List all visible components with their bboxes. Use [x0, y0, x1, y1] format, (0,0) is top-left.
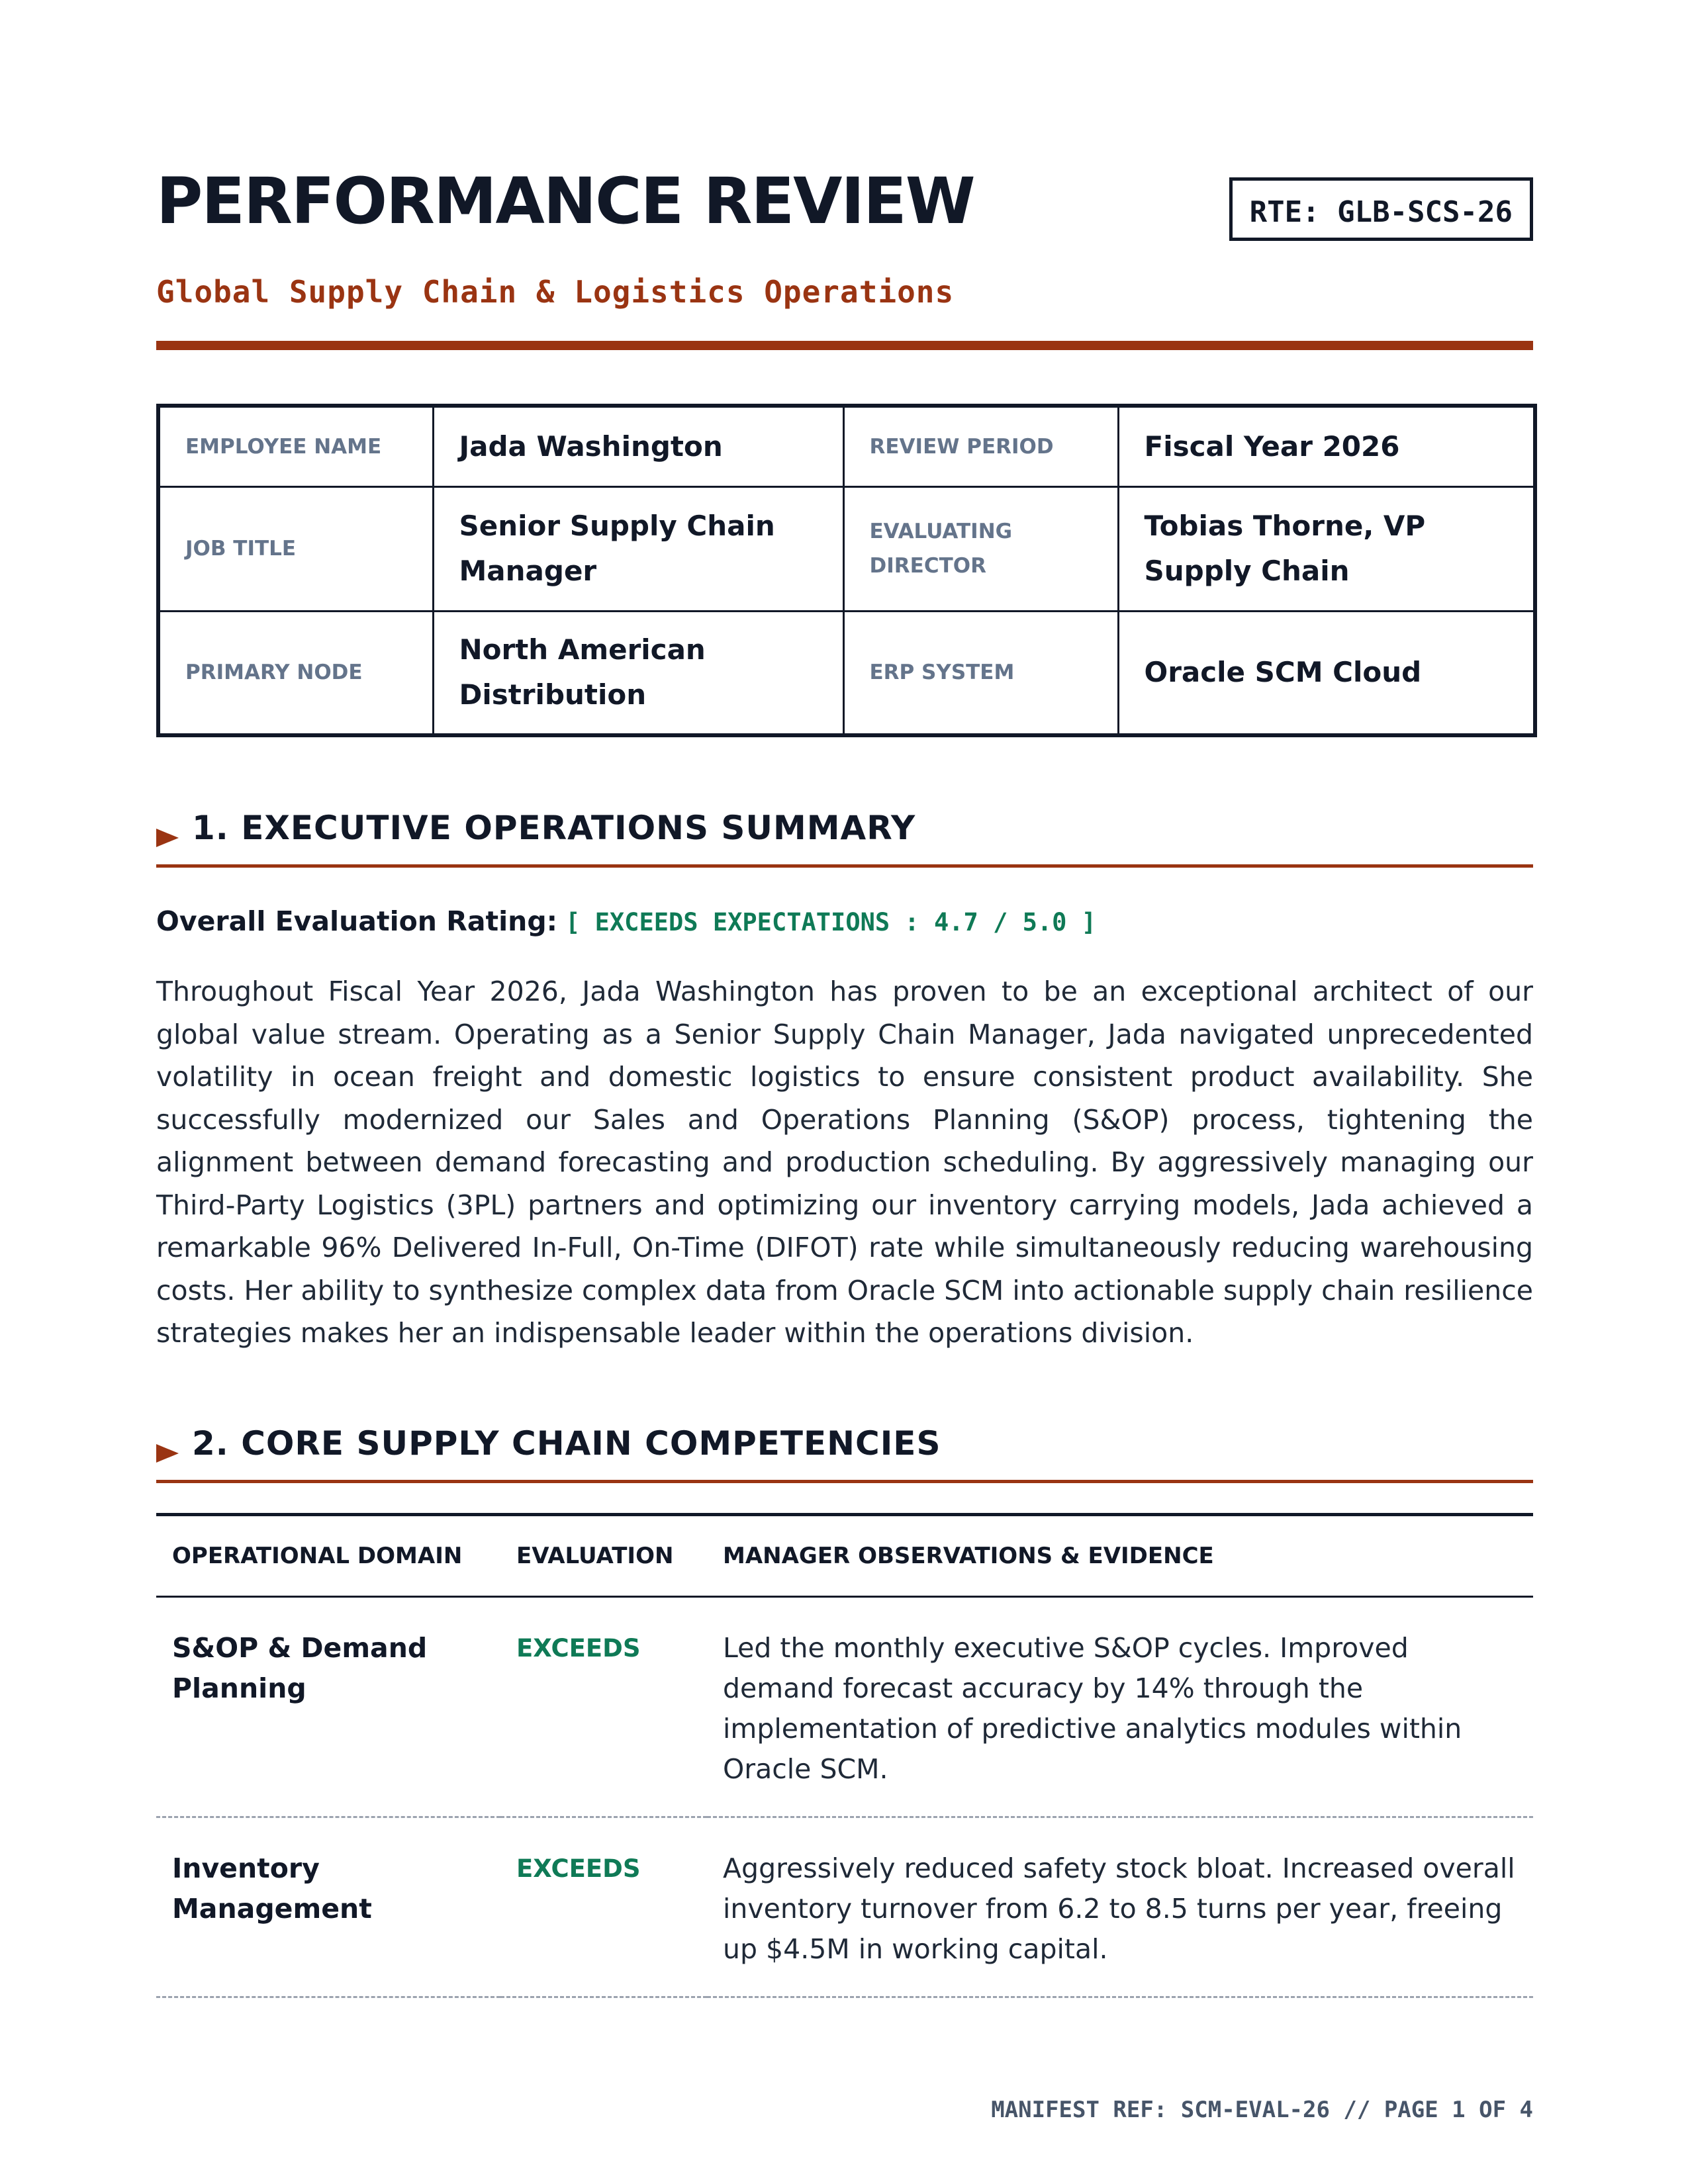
evaluation-cell: EXCEEDS [500, 1817, 707, 1997]
section-2-heading: 2. CORE SUPPLY CHAIN COMPETENCIES [192, 1424, 941, 1463]
domain-cell: Inventory Management [156, 1817, 500, 1997]
evaluation-cell: EXCEEDS [500, 1597, 707, 1817]
evaluating-director-label: EVALUATING DIRECTOR [843, 486, 1118, 611]
competencies-table [156, 1513, 1533, 1998]
header-divider [156, 341, 1533, 350]
erp-system-value: Oracle SCM Cloud [1118, 611, 1535, 735]
observations-cell: Led the monthly executive S&OP cycles. Improved demand forecast accuracy by 14% through the implementation of predictive analytics modules within Oracle SCM. [707, 1597, 1533, 1817]
info-row [158, 406, 1535, 486]
rte-code-badge: RTE: GLB-SCS-26 [1229, 177, 1533, 241]
rating-value: [ EXCEEDS EXPECTATIONS : 4.7 / 5.0 ] [565, 908, 1097, 936]
play-arrow-icon [156, 1444, 179, 1463]
primary-node-label: PRIMARY NODE [158, 611, 433, 735]
table-row [156, 1817, 1533, 1997]
overall-rating [156, 905, 1096, 937]
observations-cell: Aggressively reduced safety stock bloat. Increased overall inventory turnover from 6.2 to 8.5 turns per year, freeing up $4.5M in working capital. [707, 1817, 1533, 1997]
table-header-row [156, 1515, 1533, 1597]
review-period-value: Fiscal Year 2026 [1118, 406, 1535, 486]
rating-label: Overall Evaluation Rating: [156, 905, 558, 937]
employee-name-label: EMPLOYEE NAME [158, 406, 433, 486]
domain-cell: S&OP & Demand Planning [156, 1597, 500, 1817]
review-period-label: REVIEW PERIOD [843, 406, 1118, 486]
section-2-divider [156, 1480, 1533, 1483]
info-row [158, 486, 1535, 611]
employee-name-value: Jada Washington [433, 406, 843, 486]
table-row [156, 1597, 1533, 1817]
info-row [158, 611, 1535, 735]
job-title-label: JOB TITLE [158, 486, 433, 611]
primary-node-value: North American Distribution [433, 611, 843, 735]
page-subtitle: Global Supply Chain & Logistics Operations [156, 274, 955, 310]
section-1-divider [156, 864, 1533, 868]
employee-info-table [156, 404, 1537, 737]
column-header-domain: OPERATIONAL DOMAIN [156, 1515, 500, 1597]
play-arrow-icon [156, 829, 179, 847]
column-header-observations: MANAGER OBSERVATIONS & EVIDENCE [707, 1515, 1533, 1597]
page-title: PERFORMANCE REVIEW [156, 164, 974, 238]
job-title-value: Senior Supply Chain Manager [433, 486, 843, 611]
evaluating-director-value: Tobias Thorne, VP Supply Chain [1118, 486, 1535, 611]
column-header-evaluation: EVALUATION [500, 1515, 707, 1597]
executive-summary-text: Throughout Fiscal Year 2026, Jada Washington has proven to be an exceptional architect of our global value stream. Operating as a Senior Supply Chain Manager, Jada navigated unprecedented volatility in ocean freight and domestic logistics to ensure consistent product availability. She successfully modernized our Sales and Operations Planning (S&OP) process, tightening the alignment between demand forecasting and production scheduling. By aggressively managing our Third-Party Logistics (3PL) partners and optimizing our inventory carrying models, Jada achieved a remarkable 96% Delivered In-Full, On-Time (DIFOT) rate while simultaneously reducing warehousing costs. Her ability to synthesize complex data from Oracle SCM into actionable supply chain resilience strategies makes her an indispensable leader within the operations division. [156, 976, 1533, 1349]
page-footer: MANIFEST REF: SCM-EVAL-26 // PAGE 1 OF 4 [991, 2097, 1533, 2123]
section-1-heading: 1. EXECUTIVE OPERATIONS SUMMARY [192, 809, 916, 847]
erp-system-label: ERP SYSTEM [843, 611, 1118, 735]
